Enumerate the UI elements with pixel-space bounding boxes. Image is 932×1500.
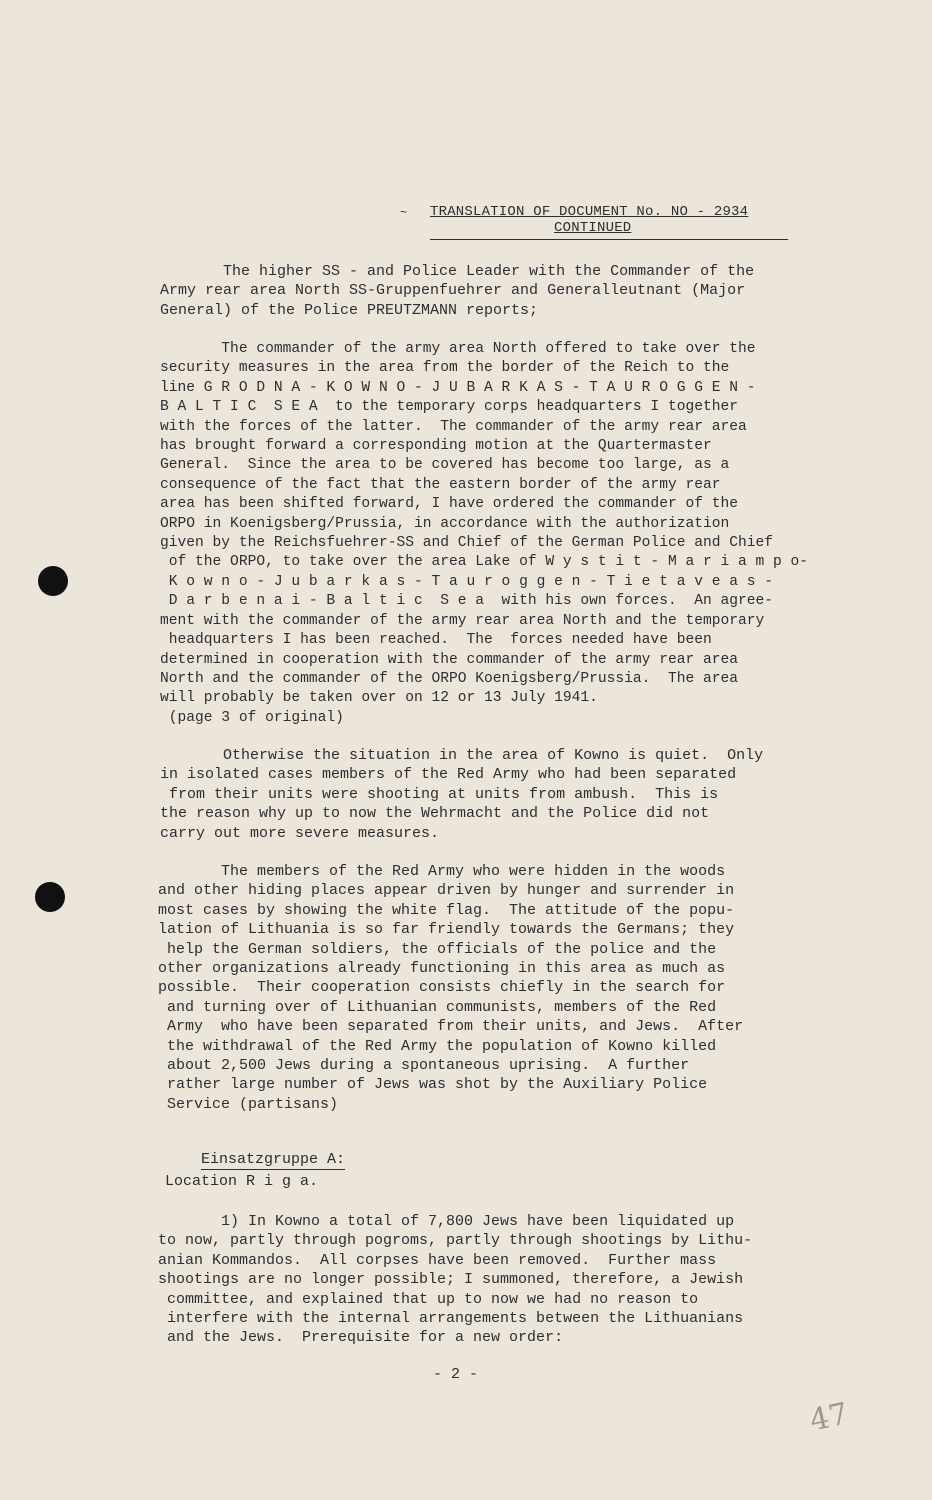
punch-hole (35, 882, 65, 912)
text-line: D a r b e n a i - B a l t i c S e a with his own forces. An agree- (160, 593, 774, 610)
text-line: shootings are no longer possible; I summoned, therefore, a Jewish (158, 1271, 744, 1289)
text-line: lation of Lithuania is so far friendly towards the Germans; they (158, 921, 735, 939)
text-line: Otherwise the situation in the area of Kowno is quiet. Only (160, 747, 764, 764)
text-line: to now, partly through pogroms, partly through shootings by Lithu- (158, 1232, 753, 1250)
text-line: given by the Reichsfuehrer-SS and Chief of the German Police and Chief (160, 535, 774, 552)
text-line: rather large number of Jews was shot by the Auxiliary Police (158, 1076, 708, 1094)
location-line: Location R i g a. (165, 1173, 319, 1190)
text-line: consequence of the fact that the eastern border of the army rear (160, 476, 721, 493)
paragraph-5 (158, 1212, 752, 1348)
text-line: 1) In Kowno a total of 7,800 Jews have been liquidated up (158, 1213, 735, 1230)
text-line: committee, and explained that up to now we had no reason to (158, 1290, 699, 1308)
text-line: in isolated cases members of the Red Army who had been separated (160, 766, 737, 784)
paragraph-4 (158, 862, 743, 1114)
text-line: area has been shifted forward, I have ordered the commander of the (160, 496, 739, 513)
text-line: determined in cooperation with the commander of the army rear area (160, 651, 739, 668)
text-line: and the Jews. Prerequisite for a new order: (158, 1329, 564, 1347)
text-line: most cases by showing the white flag. The attitude of the popu- (158, 901, 735, 919)
punch-hole (38, 566, 68, 596)
text-line: the reason why up to now the Wehrmacht and the Police did not (160, 805, 710, 823)
section-heading: Einsatzgruppe A: (201, 1151, 346, 1168)
text-line: Army rear area North SS-Gruppenfuehrer and Generalleutnant (Major (160, 282, 746, 300)
text-line: with the forces of the latter. The commander of the army rear area (160, 418, 747, 435)
paragraph-1 (160, 262, 754, 320)
text-line: has brought forward a corresponding motion at the Quartermaster (160, 438, 712, 455)
text-line: security measures in the area from the border of the Reich to the (160, 360, 730, 377)
text-line: the withdrawal of the Red Army the population of Kowno killed (158, 1037, 717, 1055)
text-line: other organizations already functioning in this area as much as (158, 960, 726, 978)
text-line: General. Since the area to be covered has become too large, as a (160, 457, 730, 474)
paragraph-3 (160, 746, 763, 843)
header-title: TRANSLATION OF DOCUMENT No. NO - 2934 (430, 204, 749, 220)
text-line: and other hiding places appear driven by hunger and surrender in (158, 882, 735, 900)
text-line: possible. Their cooperation consists chiefly in the search for (158, 979, 726, 997)
text-line: headquarters I has been reached. The forces needed have been (160, 632, 712, 649)
text-line: North and the commander of the ORPO Koenigsberg/Prussia. The area (160, 670, 739, 687)
text-line: and turning over of Lithuanian communists, members of the Red (158, 998, 717, 1016)
text-line: ORPO in Koenigsberg/Prussia, in accordance with the authorization (160, 515, 730, 532)
header-continued: CONTINUED (554, 220, 632, 236)
text-line: The commander of the army area North offered to take over the (160, 341, 756, 357)
text-line: anian Kommandos. All corpses have been removed. Further mass (158, 1251, 717, 1269)
text-line: line G R O D N A - K O W N O - J U B A R K A S - T A U R O G G E N - (160, 379, 756, 396)
pencil-mark: 47 (806, 1396, 852, 1439)
text-line: The higher SS - and Police Leader with the Commander of the (160, 263, 755, 280)
text-line: carry out more severe measures. (160, 824, 440, 842)
text-line: help the German soldiers, the officials of the police and the (158, 940, 717, 958)
document-header (430, 204, 788, 240)
text-line: interfere with the internal arrangements between the Lithuanians (158, 1310, 744, 1328)
text-line: about 2,500 Jews during a spontaneous uprising. A further (158, 1057, 690, 1075)
text-line: B A L T I C S E A to the temporary corps headquarters I together (160, 399, 739, 416)
text-line: K o w n o - J u b a r k a s - T a u r o g g e n - T i e t a v e a s - (160, 573, 774, 590)
text-line: ment with the commander of the army rear area North and the temporary (160, 612, 765, 629)
text-line: Army who have been separated from their units, and Jews. After (158, 1018, 744, 1036)
text-line: will probably be taken over on 12 or 13 July 1941. (160, 690, 598, 707)
header-dash: ~ (400, 206, 408, 220)
text-line: of the ORPO, to take over the area Lake of W y s t i t - M a r i a m p o- (160, 554, 809, 571)
text-line: General) of the Police PREUTZMANN reports; (160, 301, 539, 319)
text-line: from their units were shooting at units from ambush. This is (160, 785, 719, 803)
text-line: The members of the Red Army who were hidden in the woods (158, 863, 726, 880)
text-line: Service (partisans) (158, 1095, 339, 1113)
text-line: (page 3 of original) (160, 709, 344, 726)
page-number: - 2 - (433, 1366, 479, 1383)
paragraph-2 (160, 340, 808, 728)
